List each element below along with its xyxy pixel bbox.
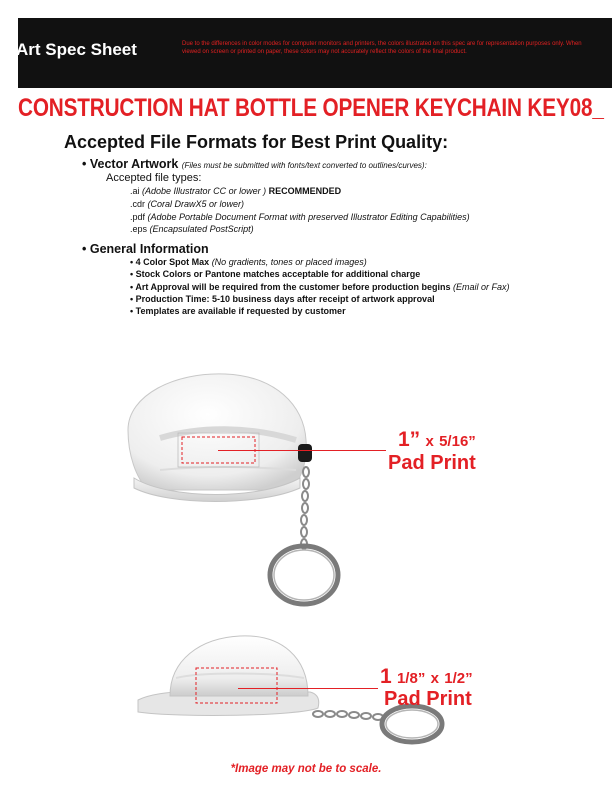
general-info-heading: • General Information <box>82 242 209 256</box>
file-type-eps: .eps (Encapsulated PostScript) <box>130 224 254 234</box>
file-type-pdf: .pdf (Adobe Portable Document Format with preserved Illustrator Editing Capabilities) <box>130 212 470 222</box>
header-disclaimer: Due to the differences in color modes for computer monitors and printers, the colors illustrated on this spec are for representation purposes only. When viewed on screen or printed on paper, these colors may not accurately reflect the colors of the final product. <box>182 41 582 55</box>
vector-artwork-note: (Files must be submitted with fonts/text converted to outlines/curves): <box>181 161 427 170</box>
product-title: CONSTRUCTION HAT BOTTLE OPENER KEYCHAIN KEY08_ <box>18 94 604 122</box>
general-item: • 4 Color Spot Max (No gradients, tones or placed images) <box>130 257 367 267</box>
scale-footnote: *Image may not be to scale. <box>230 763 382 775</box>
general-item: • Art Approval will be required from the customer before production begins (Email or Fax) <box>130 282 510 292</box>
accepted-types-label: Accepted file types: <box>106 172 202 184</box>
file-type-cdr: .cdr (Coral DrawX5 or lower) <box>130 199 245 209</box>
imprint-method-side: Pad Print <box>384 688 472 710</box>
general-item: • Templates are available if requested by customer <box>130 306 346 316</box>
general-item: • Production Time: 5-10 business days after receipt of artwork approval <box>130 294 435 304</box>
imprint-size-side: 1 1/8” x 1/2” <box>380 665 473 688</box>
imprint-size-front: 1” x 5/16” <box>398 428 476 451</box>
header-title: Art Spec Sheet <box>16 40 137 59</box>
leader-line-side <box>238 688 378 689</box>
imprint-method-front: Pad Print <box>388 452 476 474</box>
formats-heading: Accepted File Formats for Best Print Quality: <box>64 132 449 152</box>
file-type-ai: .ai (Adobe Illustrator CC or lower ) RECOMMENDED <box>130 186 342 196</box>
vector-artwork-label: • Vector Artwork <box>82 157 179 171</box>
general-item: • Stock Colors or Pantone matches acceptable for additional charge <box>130 269 421 279</box>
